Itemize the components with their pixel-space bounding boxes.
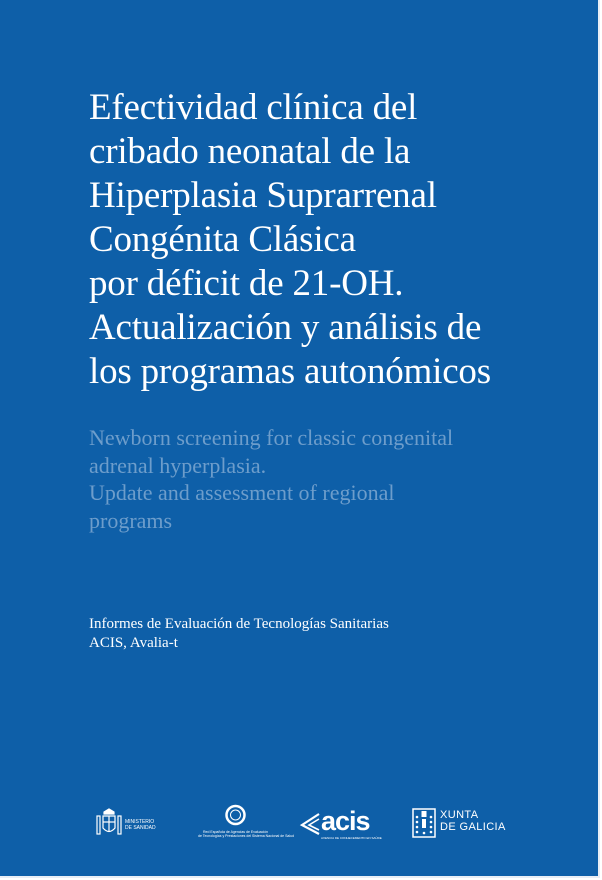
red-evaluacion-ring-icon bbox=[198, 805, 273, 829]
title-line: por déficit de 21-OH. bbox=[89, 263, 404, 304]
series-publisher: ACIS, Avalia-t bbox=[89, 635, 178, 651]
spain-coat-of-arms-icon bbox=[95, 808, 123, 838]
acis-arrow-icon bbox=[300, 810, 320, 836]
subtitle-line: adrenal hyperplasia. bbox=[89, 452, 267, 478]
series-name: Informes de Evaluación de Tecnologías Sanitarias bbox=[89, 616, 389, 632]
title-line: Congénita Clásica bbox=[89, 219, 356, 260]
acis-logo bbox=[300, 806, 382, 840]
title-line: Hiperplasia Suprarrenal bbox=[89, 175, 437, 216]
xunta-label-line: XUNTA bbox=[440, 809, 479, 821]
acis-label: AXENCIA DE CONHECEMENTO EN SAÚDE bbox=[321, 836, 382, 840]
institution-logos bbox=[0, 800, 598, 850]
ministerio-label-line: MINISTERIO bbox=[125, 819, 155, 825]
red-evaluacion-logo bbox=[198, 805, 295, 845]
title-line: Actualización y análisis de bbox=[89, 307, 482, 348]
acis-wordmark: acis bbox=[321, 806, 370, 836]
red-label-line: de Tecnologías y Prestaciones del Sistema Nacional de Salud bbox=[198, 834, 295, 838]
title-line: cribado neonatal de la bbox=[89, 131, 411, 172]
report-title bbox=[89, 86, 579, 394]
subtitle-line: Update and assessment of regional bbox=[89, 480, 395, 505]
ministerio-sanidad-logo bbox=[95, 808, 156, 838]
xunta-label bbox=[440, 810, 506, 833]
red-evaluacion-label bbox=[198, 830, 295, 838]
subtitle-line: Newborn screening for classic congenital bbox=[89, 425, 454, 450]
red-label-line: Red Española de Agencias de Evaluación bbox=[203, 830, 268, 834]
xunta-galicia-logo bbox=[412, 808, 506, 838]
ministerio-label bbox=[125, 819, 156, 831]
ministerio-label-line: DE SANIDAD bbox=[125, 825, 156, 831]
xunta-shield-icon bbox=[412, 808, 436, 838]
xunta-label-line: DE GALICIA bbox=[440, 820, 506, 833]
subtitle-line: programs bbox=[89, 507, 173, 533]
title-line: Efectividad clínica del bbox=[89, 87, 418, 128]
report-series bbox=[89, 615, 389, 653]
title-line: los programas autonómicos bbox=[89, 351, 491, 392]
english-subtitle bbox=[89, 424, 569, 534]
